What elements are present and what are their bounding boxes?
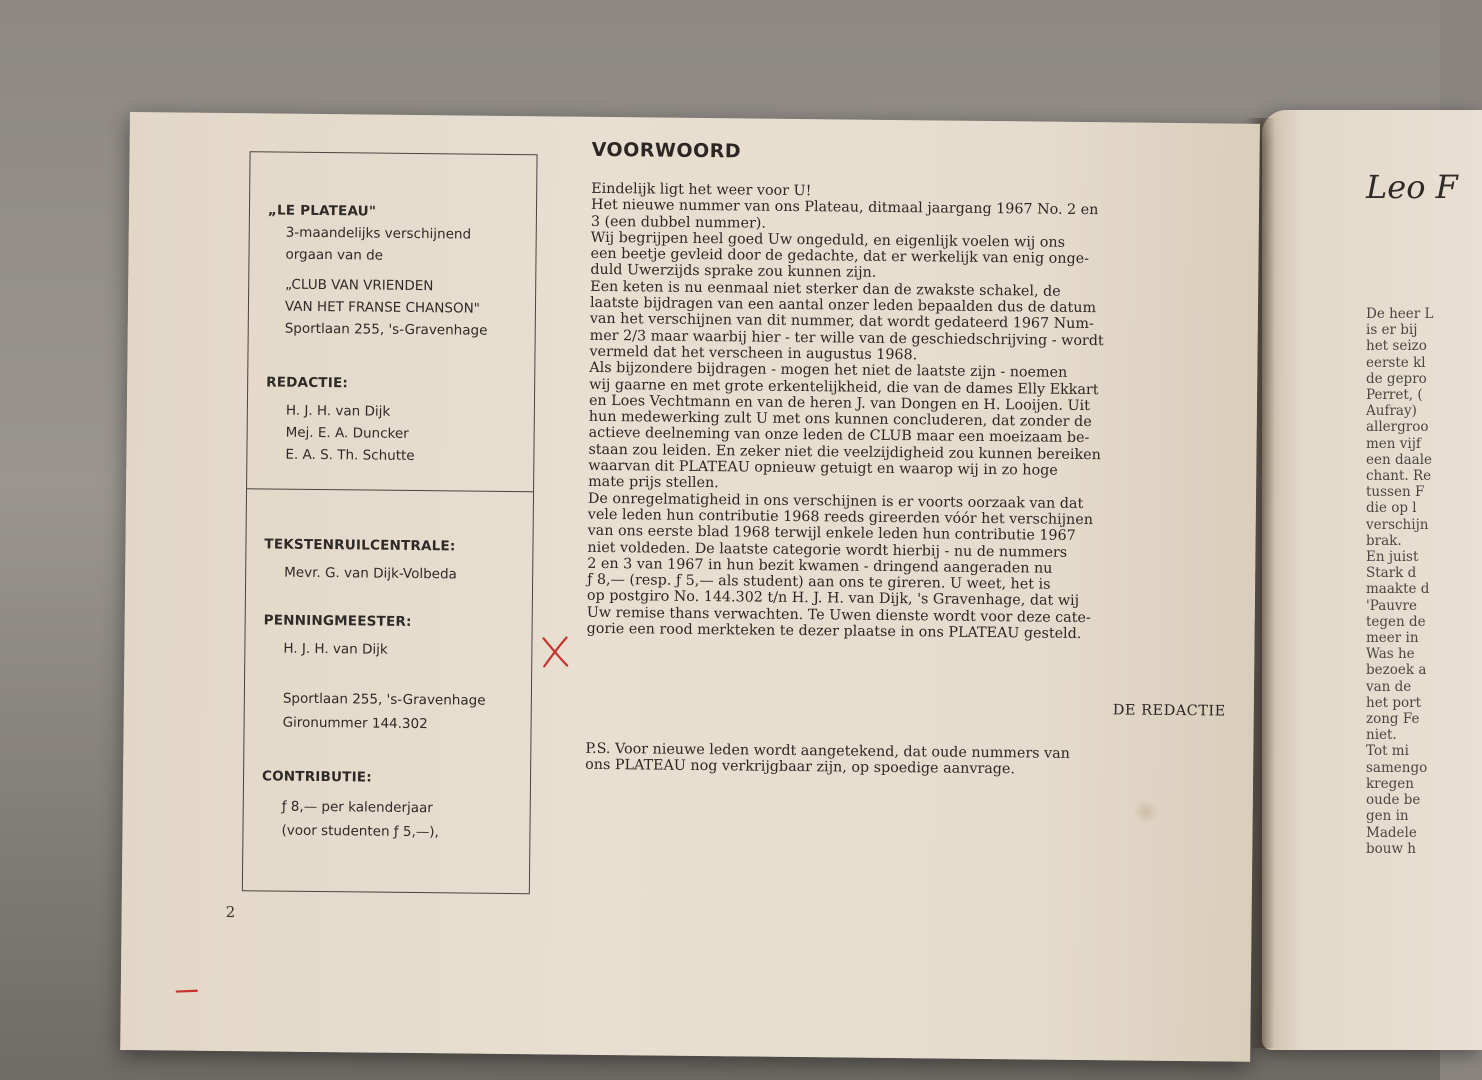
right-column-line: tegen de <box>1366 613 1426 630</box>
redactie-heading: REDACTIE: <box>266 374 349 392</box>
publication-desc-line: orgaan van de <box>285 246 384 264</box>
box-divider <box>247 488 533 492</box>
left-page <box>120 112 1260 1062</box>
right-page-column <box>1366 306 1434 857</box>
article-line: 3 (een dubbel nummer). <box>590 213 767 232</box>
right-column-line: Was he <box>1366 646 1415 663</box>
article-line: een beetje gevleid door de gedachte, dat er werkelijk van enig onge- <box>590 246 1090 268</box>
article-line: van het verschijnen van dit nummer, dat wordt gedateerd 1967 Num- <box>589 311 1094 333</box>
article-line: mate prijs stellen. <box>588 474 719 492</box>
article-line: 2 en 3 van 1967 in hun bezit kwamen - dringend aangeraden nu <box>587 555 1053 577</box>
contributie-heading: CONTRIBUTIE: <box>261 768 372 786</box>
article-signature: DE REDACTIE <box>1112 702 1226 720</box>
right-column-line: brak. <box>1366 532 1402 549</box>
right-column-line: van de <box>1366 678 1412 695</box>
article-line: laatste bijdragen van een aantal onzer leden bepaalden dus de datum <box>589 294 1097 317</box>
article-line: Als bijzondere bijdragen - mogen het niet de laatste zijn - noemen <box>589 360 1068 382</box>
article-line: duld Uwerzijds sprake zou kunnen zijn. <box>590 262 877 282</box>
article-line: hun medewerking zult U met ons kunnen concluderen, dat zonder de <box>588 408 1092 431</box>
penningmeester-address-line: Sportlaan 255, 's-Gravenhage <box>282 690 486 709</box>
article-line: mer 2/3 maar waarbij hier - ter wille van de geschiedschrijving - wordt <box>589 327 1104 349</box>
right-column-line: zong Fe <box>1366 711 1420 728</box>
right-column-line: kregen <box>1366 775 1414 792</box>
right-column-line: Aufray) <box>1366 403 1417 420</box>
article-body <box>587 181 1242 644</box>
publication-name: „LE PLATEAU" <box>267 202 377 220</box>
postscript-line: ons PLATEAU nog verkrijgbaar zijn, op spoedige aanvrage. <box>585 757 1016 778</box>
article-line: actieve deelneming van onze leden de CLUB maar een moeizaam be- <box>588 425 1090 447</box>
right-column-line: oude be <box>1366 792 1421 809</box>
article-line: Wij begrijpen heel goed Uw ongeduld, en eigenlijk voelen wij ons <box>590 229 1066 251</box>
right-page <box>1262 110 1482 1050</box>
right-column-line: bezoek a <box>1366 662 1427 679</box>
publication-desc-line: 3-maandelijks verschijnend <box>285 224 472 243</box>
article-line: gorie een rood merkteken te dezer plaatse in ons PLATEAU gesteld. <box>586 620 1082 643</box>
article-line: De onregelmatigheid in ons verschijnen is er voorts oorzaak van dat <box>587 490 1084 512</box>
redactie-member: H. J. H. van Dijk <box>285 402 391 420</box>
article-title: VOORWOORD <box>591 138 742 163</box>
article-line: vermeld dat het verscheen in augustus 1968. <box>589 343 918 364</box>
right-column-line: allergroo <box>1366 419 1429 436</box>
contributie-line: ƒ 8,— per kalenderjaar <box>281 798 433 817</box>
article-line: wij gaarne en met grote erkentelijkheid, die van de dames Elly Ekkart <box>589 376 1099 398</box>
right-column-line: niet. <box>1366 727 1397 744</box>
club-name-line: VAN HET FRANSE CHANSON" <box>284 298 480 317</box>
contributie-line: (voor studenten ƒ 5,—), <box>281 822 439 841</box>
right-page-heading: Leo F <box>1366 168 1458 206</box>
right-column-line: is er bij <box>1366 322 1418 339</box>
article-line: Uw remise thans verwachten. Te Uwen dienste wordt voor deze cate- <box>586 604 1091 626</box>
postscript-line: P.S. Voor nieuwe leden wordt aangetekend, dat oude nummers van <box>585 740 1070 762</box>
right-column-line: men vijf <box>1366 435 1421 452</box>
red-x-mark <box>540 634 570 668</box>
right-column-line: eerste kl <box>1366 354 1426 371</box>
right-column-line: tussen F <box>1366 484 1425 501</box>
right-column-line: een daale <box>1366 451 1433 468</box>
article-line: waarvan dit PLATEAU opnieuw getuigt en waarop wij in zo hoge <box>588 457 1058 479</box>
right-column-line: het port <box>1366 694 1422 711</box>
article-line: niet voldeden. De laatste categorie wordt hierbij - nu de nummers <box>587 539 1068 561</box>
tekstenruil-person: Mevr. G. van Dijk-Volbeda <box>284 564 457 583</box>
article-line: van ons eerste blad 1968 terwijl enkele leden hun contributie 1967 <box>587 523 1076 545</box>
article-line: op postgiro No. 144.302 t/n H. J. H. van Dijk, 's Gravenhage, dat wij <box>586 588 1080 610</box>
pen-mark <box>176 989 198 994</box>
article-line: vele leden hun contributie 1968 reeds gireerden vóór het verschijnen <box>587 506 1094 529</box>
penningmeester-heading: PENNINGMEESTER: <box>263 612 412 630</box>
penningmeester-person: H. J. H. van Dijk <box>283 640 388 658</box>
right-column-line: samengo <box>1366 759 1428 776</box>
article-line: staan zou leiden. En zeker niet die veelzijdigheid zou kunnen bereiken <box>588 441 1101 463</box>
club-address: Sportlaan 255, 's-Gravenhage <box>284 320 488 339</box>
penningmeester-address-line: Gironummer 144.302 <box>282 714 428 733</box>
right-column-line: 'Pauvre <box>1366 597 1418 614</box>
article-line: ƒ 8,— (resp. ƒ 5,— als student) aan ons te gireren. U weet, het is <box>587 571 1051 593</box>
article-line: en Loes Vechtmann en van de heren J. van Dongen en H. Looijen. Uit <box>588 392 1090 414</box>
right-column-line: meer in <box>1366 630 1419 647</box>
postscript <box>585 741 1235 780</box>
paper-stain <box>1133 801 1159 823</box>
right-column-line: chant. Re <box>1366 468 1432 485</box>
right-column-line: Madele <box>1366 824 1417 841</box>
club-name-line: „CLUB VAN VRIENDEN <box>285 276 434 295</box>
page-number: 2 <box>225 903 236 922</box>
foreword-article <box>585 138 1242 778</box>
tekstenruil-heading: TEKSTENRUILCENTRALE: <box>264 536 456 555</box>
right-column-line: verschijn <box>1366 516 1429 533</box>
right-column-line: Stark d <box>1366 565 1417 582</box>
right-column-line: En juist <box>1366 549 1419 566</box>
article-line: Het nieuwe nummer van ons Plateau, ditmaal jaargang 1967 No. 2 en <box>590 197 1099 219</box>
right-column-line: De heer L <box>1366 306 1434 322</box>
right-column-line: gen in <box>1366 808 1409 825</box>
right-column-line: bouw h <box>1366 840 1417 857</box>
right-column-line: die op l <box>1366 500 1417 517</box>
article-line: Eindelijk ligt het weer voor U! <box>591 180 812 200</box>
right-column-line: Tot mi <box>1366 743 1409 760</box>
right-column-line: het seizo <box>1366 338 1427 355</box>
redactie-member: E. A. S. Th. Schutte <box>285 446 415 464</box>
redactie-member: Mej. E. A. Duncker <box>285 424 409 442</box>
right-column-line: de gepro <box>1366 370 1427 387</box>
masthead-box <box>242 151 538 894</box>
right-column-line: Perret, ( <box>1366 387 1423 404</box>
article-line: Een keten is nu eenmaal niet sterker dan de zwakste schakel, de <box>590 278 1061 300</box>
right-column-line: maakte d <box>1366 581 1430 598</box>
